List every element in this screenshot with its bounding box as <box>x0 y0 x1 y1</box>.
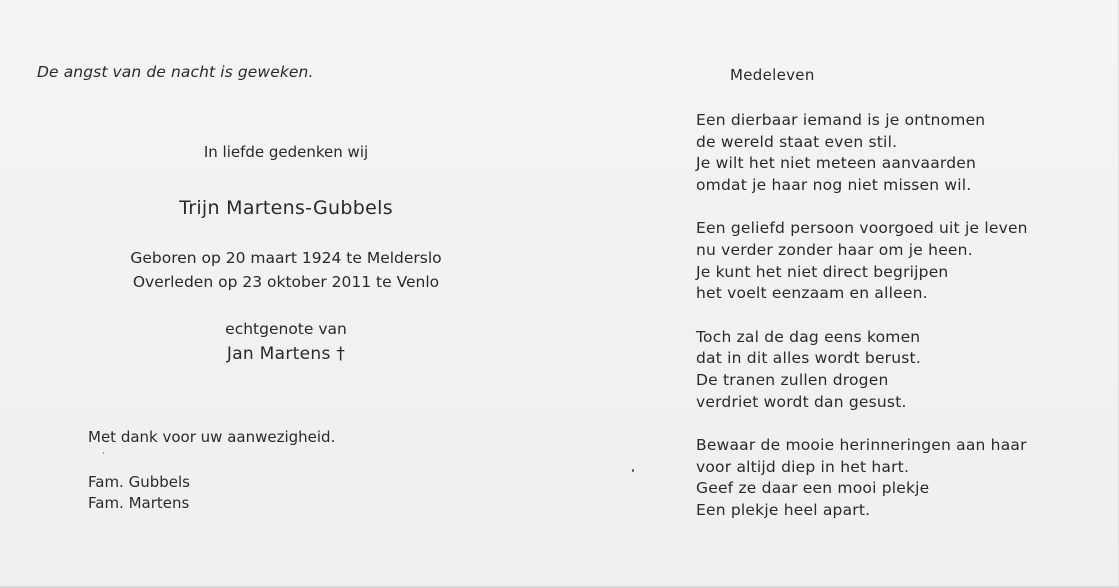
family-gubbels: Fam. Gubbels <box>88 473 190 491</box>
poem-line: nu verder zonder haar om je heen. <box>696 241 973 260</box>
stanza-4 <box>696 435 1028 522</box>
poem-line: Een geliefd persoon voorgoed uit je leven <box>696 219 1028 238</box>
stanza-1 <box>696 110 1028 197</box>
poem-line: Geef ze daar een mooi plekje <box>696 479 930 498</box>
poem <box>696 110 1028 522</box>
poem-line: omdat je haar nog niet missen wil. <box>696 176 972 195</box>
spouse-label: echtgenote van <box>225 320 347 338</box>
motto: De angst van de nacht is geweken. <box>37 63 314 81</box>
intro-text: In liefde gedenken wij <box>203 143 369 161</box>
spouse-name: Jan Martens † <box>226 344 346 364</box>
birth-line: Geboren op 20 maart 1924 te Melderslo <box>130 249 442 267</box>
life-dates <box>100 246 472 294</box>
poem-line: verdriet wordt dan gesust. <box>696 392 907 411</box>
poem-title: Medeleven <box>730 66 815 84</box>
paper-speck <box>103 452 104 454</box>
poem-line: De tranen zullen drogen <box>696 371 889 390</box>
stanza-2 <box>696 218 1028 305</box>
poem-line: Je kunt het niet direct begrijpen <box>696 262 949 281</box>
poem-line: Een plekje heel apart. <box>696 501 871 520</box>
paper-speck <box>632 469 634 472</box>
family-martens: Fam. Martens <box>88 494 190 512</box>
poem-line: Bewaar de mooie herinneringen aan haar <box>696 435 1027 454</box>
poem-line: Je wilt het niet meteen aanvaarden <box>696 154 976 173</box>
poem-line: Een dierbaar iemand is je ontnomen <box>696 111 986 129</box>
poem-line: voor altijd diep in het hart. <box>696 457 910 476</box>
stanza-3 <box>696 327 1028 414</box>
deceased-name: Trijn Martens-Gubbels <box>179 197 393 219</box>
poem-line: de wereld staat even stil. <box>696 132 898 151</box>
family-list <box>88 472 190 514</box>
poem-line: het voelt eenzaam en alleen. <box>696 284 928 303</box>
poem-line: Toch zal de dag eens komen <box>696 327 921 346</box>
death-line: Overleden op 23 oktober 2011 te Venlo <box>132 273 440 291</box>
poem-line: dat in dit alles wordt berust. <box>696 349 921 368</box>
thanks-text: Met dank voor uw aanwezigheid. <box>88 428 336 446</box>
